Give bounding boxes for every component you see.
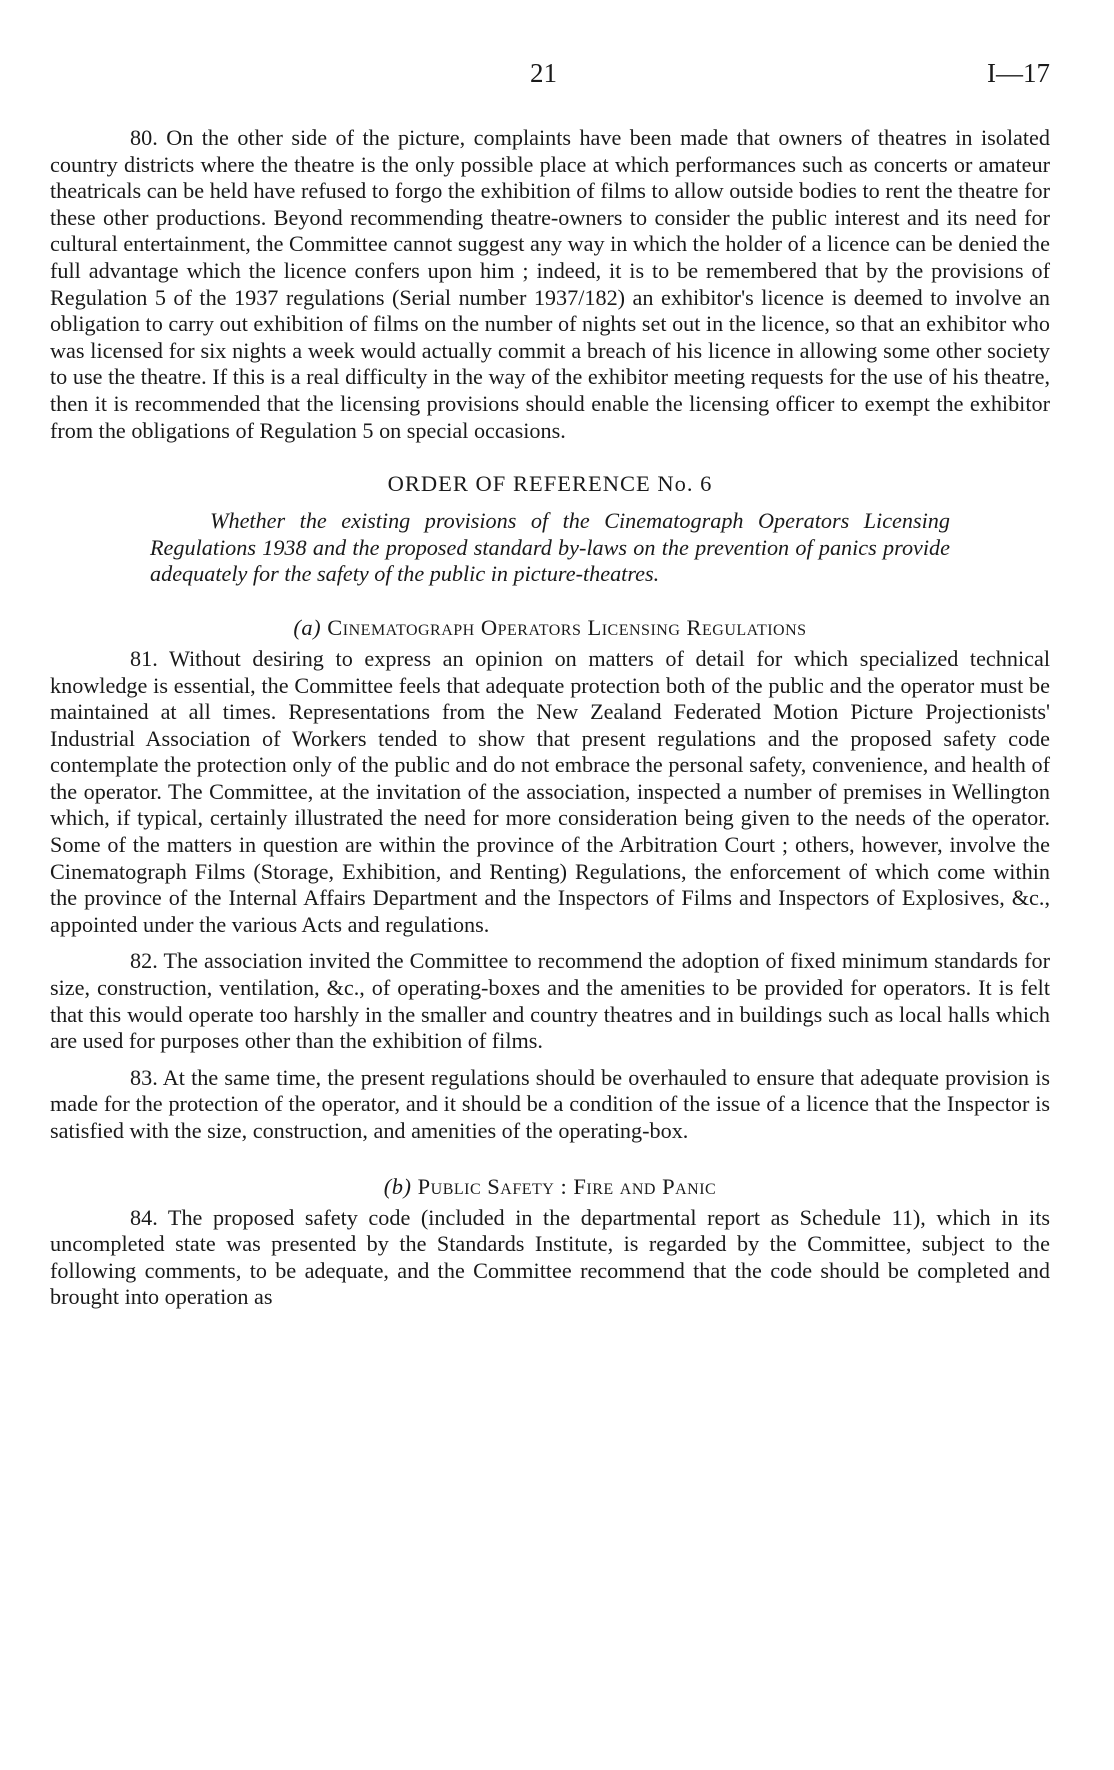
subsection-a-heading bbox=[50, 614, 1050, 642]
paragraph-84: 84. The proposed safety code (included in the departmental report as Schedule 11), which in its uncompleted state was presented by the Standards Institute, is regarded by the Committee, subject to the following comments, to be adequate, and the Committee recommend that the code should be completed and brought into operation as bbox=[50, 1204, 1050, 1310]
paragraph-81: 81. Without desiring to express an opinion on matters of detail for which specialized technical knowledge is essential, the Committee feels that adequate protection both of the public and the operator must be maintained at all times. Representations from the New Zealand Federated Motion Picture Projectionists' Industrial Association of Workers tended to show that present regulations and the proposed safety code contemplate the protection only of the public and do not embrace the personal safety, convenience, and health of the operator. The Committee, at the invitation of the association, inspected a number of premises in Wellington which, if typical, certainly illustrated the need for more consideration being given to the needs of the operator. Some of the matters in question are within the province of the Arbitration Court ; others, however, involve the Cinematograph Films (Storage, Exhibition, and Renting) Regulations, the enforcement of which come within the province of the Internal Affairs Department and the Inspectors of Films and Inspectors of Explosives, &c., appointed under the various Acts and regulations. bbox=[50, 645, 1050, 937]
paragraph-83: 83. At the same time, the present regulations should be overhauled to ensure that adequate provision is made for the protection of the operator, and it should be a condition of the issue of a licence that the Inspector is satisfied with the size, construction, and amenities of the operating-box. bbox=[50, 1064, 1050, 1143]
page-header bbox=[50, 58, 1050, 98]
page-number: 21 bbox=[530, 58, 557, 88]
section-spacer bbox=[50, 1155, 1050, 1173]
subsection-b-letter: (b) bbox=[383, 1173, 412, 1199]
order-of-reference-heading: ORDER OF REFERENCE No. 6 bbox=[387, 471, 713, 497]
subsection-a-letter: (a) bbox=[293, 614, 322, 640]
document-code: I—17 bbox=[987, 58, 1050, 88]
subsection-b-heading bbox=[50, 1173, 1050, 1201]
paragraph-80: 80. On the other side of the picture, complaints have been made that owners of theatres in isolated country districts where the theatre is the only possible place at which performances such as concerts or amateur theatricals can be held have refused to forgo the exhibition of films to allow outside bodies to rent the theatre for these other productions. Beyond recommending theatre-owners to consider the public interest and its need for cultural entertainment, the Committee cannot suggest any way in which the holder of a licence can be denied the full advantage which the licence confers upon him ; indeed, it is to be remembered that by the provisions of Regulation 5 of the 1937 regulations (Serial number 1937/182) an exhibitor's licence is deemed to involve an obligation to carry out exhibition of films on the number of nights set out in the licence, so that an exhibitor who was licensed for six nights a week would actually commit a breach of his licence in allowing some other society to use the theatre. If this is a real difficulty in the way of the exhibitor meeting requests for the use of his theatre, then it is recommended that the licensing provisions should enable the licensing officer to exempt the exhibitor from the obligations of Regulation 5 on special occasions. bbox=[50, 125, 1050, 443]
document-page bbox=[50, 0, 1050, 1770]
document-body bbox=[50, 125, 1050, 1321]
subsection-b-title: Public Safety : Fire and Panic bbox=[417, 1173, 717, 1199]
order-of-reference-question: Whether the existing provisions of the Cinematograph Operators Licensing Regulations 1938 and the proposed standard by-laws on the prevention of panics provide adequately for the safety of the public in picture-theatres. bbox=[150, 508, 950, 587]
paragraph-82: 82. The association invited the Committee to recommend the adoption of fixed minimum standards for size, construction, ventilation, &c., of operating-boxes and the amenities to be provided for operators. It is felt that this would operate too harshly in the smaller and country theatres and in buildings such as local halls which are used for purposes other than the exhibition of films. bbox=[50, 948, 1050, 1054]
subsection-a-title: Cinematograph Operators Licensing Regulations bbox=[327, 614, 807, 640]
